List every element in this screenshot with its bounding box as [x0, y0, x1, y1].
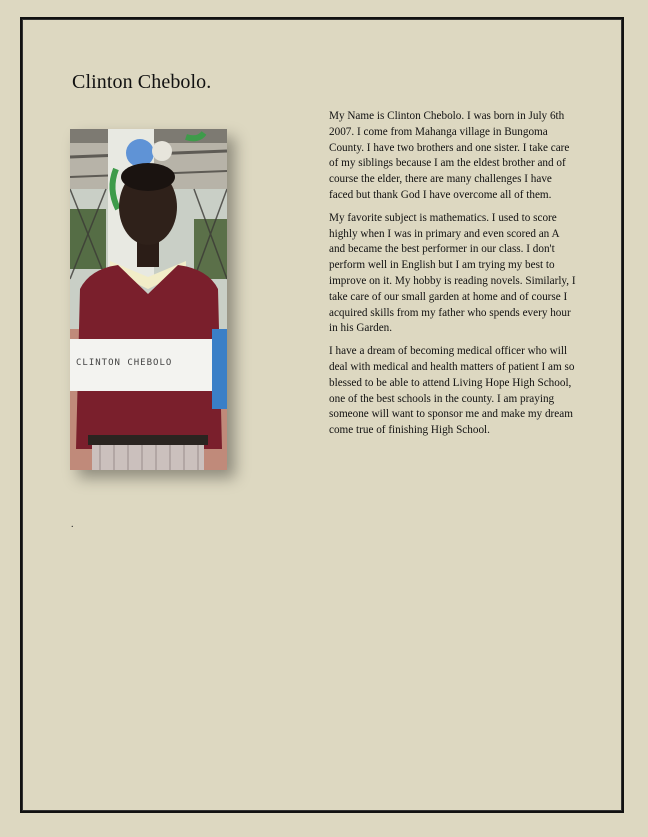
student-photo — [70, 129, 227, 470]
sign-text: CLINTON CHEBOLO — [76, 358, 173, 368]
page-title: Clinton Chebolo. — [72, 71, 212, 93]
biography-paragraph-1: My Name is Clinton Chebolo. I was born in July 6th 2007. I come from Mahanga village in Bungoma County. I have two brothers and one sister. I take care of my siblings because I am the eldest brother and of course the elder, there are many challenges I have faced but thank God I have overcome all of them. — [329, 110, 570, 201]
biography-paragraph-2: My favorite subject is mathematics. I used to score highly when I was in primary and even scored an A and became the best performer in our class. I don't perform well in English but I am trying my best to improve on it. My hobby is reading novels. Similarly, I take care of our small garden at home and of course I acquired skills from my father who spends every hour in his Garden. — [329, 211, 576, 335]
biography-text — [329, 109, 577, 446]
biography-paragraph-3: I have a dream of becoming medical officer who will deal with medical and health matters of patient I am so blessed to be able to attend Living Hope High School, one of the best schools in the county. I am praying someone will want to sponsor me and make my dream come true of finishing High School. — [329, 345, 575, 437]
trailing-mark: . — [71, 519, 74, 530]
